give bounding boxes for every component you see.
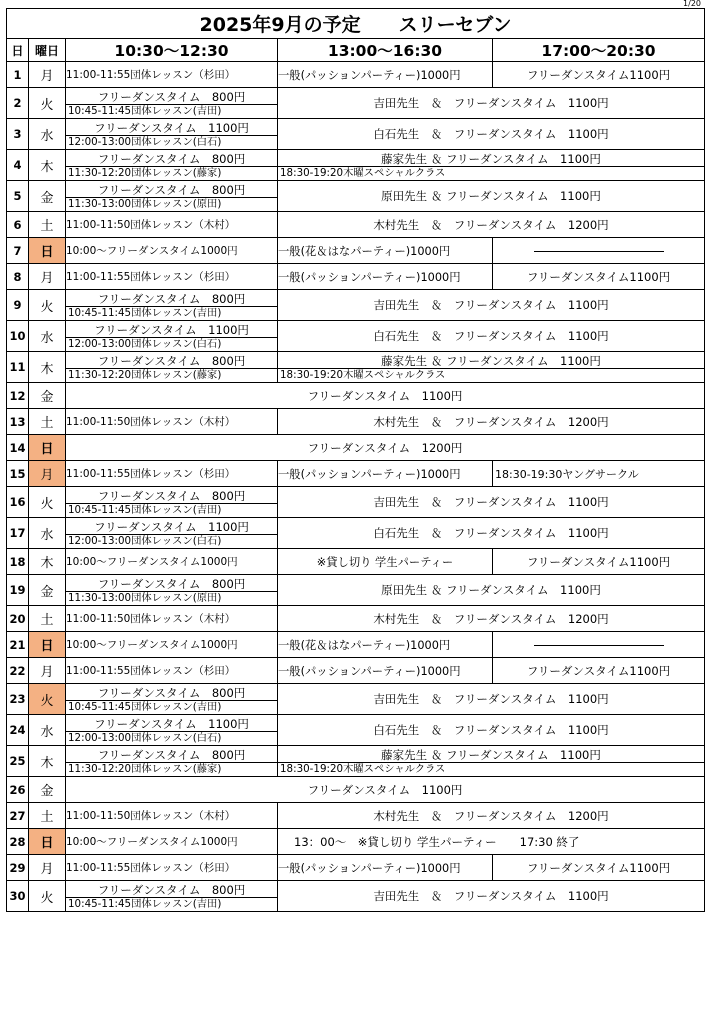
- schedule-row: [7, 238, 705, 264]
- morning-event: 11:00-11:50団体レッスン（木村）: [66, 803, 278, 829]
- schedule-row: [7, 658, 705, 684]
- afternoon-event: 一般(花＆はなパーティー)1000円: [278, 632, 493, 658]
- afternoon-event: 一般(パッションパーティー)1000円: [278, 461, 493, 487]
- afternoon-evening-event: 白石先生 ＆ フリーダンスタイム 1100円: [278, 518, 705, 549]
- evening-event: [493, 632, 705, 658]
- morning-event: [66, 881, 278, 912]
- afternoon-event: 一般(パッションパーティー)1000円: [278, 264, 493, 290]
- afternoon-evening-event: 白石先生 ＆ フリーダンスタイム 1100円: [278, 119, 705, 150]
- day-number: 19: [7, 575, 29, 606]
- morning-event: 11:00-11:50団体レッスン（木村）: [66, 212, 278, 238]
- day-number: 12: [7, 383, 29, 409]
- morning-event-sub: 12:00-13:00団体レッスン(白石): [66, 534, 277, 548]
- day-number: 18: [7, 549, 29, 575]
- morning-event-main: フリーダンスタイム 1100円: [94, 520, 249, 534]
- day-number: 3: [7, 119, 29, 150]
- schedule-row: [7, 829, 705, 855]
- schedule-row: [7, 383, 705, 409]
- page-title: 2025年9月の予定 スリーセブン: [7, 9, 705, 39]
- schedule-row: [7, 409, 705, 435]
- day-number: 24: [7, 715, 29, 746]
- afternoon-evening-event-main: 藤家先生 ＆ フリーダンスタイム 1100円: [381, 354, 601, 368]
- weekday-cell: 土: [29, 212, 66, 238]
- schedule-row: [7, 264, 705, 290]
- full-day-event: フリーダンスタイム 1100円: [66, 383, 705, 409]
- weekday-cell: 月: [29, 658, 66, 684]
- morning-event-main: フリーダンスタイム 1100円: [94, 121, 249, 135]
- day-number: 23: [7, 684, 29, 715]
- morning-event: [66, 518, 278, 549]
- schedule-row: [7, 746, 705, 777]
- day-number: 22: [7, 658, 29, 684]
- weekday-cell: 水: [29, 119, 66, 150]
- morning-event: 10:00〜フリーダンスタイム1000円: [66, 549, 278, 575]
- header-weekday: 曜日: [29, 39, 66, 62]
- weekday-cell: 火: [29, 290, 66, 321]
- morning-event: 11:00-11:55団体レッスン（杉田）: [66, 658, 278, 684]
- day-number: 16: [7, 487, 29, 518]
- morning-event-sub: 11:30-12:20団体レッスン(藤家): [66, 762, 277, 776]
- schedule-row: [7, 352, 705, 383]
- day-number: 15: [7, 461, 29, 487]
- morning-event-main: フリーダンスタイム 800円: [97, 489, 246, 503]
- morning-event-main: フリーダンスタイム 800円: [97, 90, 246, 104]
- afternoon-evening-event-sub: 18:30-19:20木曜スペシャルクラス: [278, 762, 704, 776]
- evening-event: フリーダンスタイム1100円: [493, 855, 705, 881]
- no-event-dash: [534, 645, 664, 646]
- morning-event-main: フリーダンスタイム 800円: [97, 354, 246, 368]
- afternoon-evening-event: 原田先生 ＆ フリーダンスタイム 1100円: [278, 575, 705, 606]
- evening-event: フリーダンスタイム1100円: [493, 62, 705, 88]
- schedule-row: [7, 212, 705, 238]
- morning-event-main: フリーダンスタイム 800円: [97, 292, 246, 306]
- weekday-cell: 月: [29, 264, 66, 290]
- morning-event-sub: 12:00-13:00団体レッスン(白石): [66, 337, 277, 351]
- afternoon-evening-event: [278, 150, 705, 181]
- full-day-event: フリーダンスタイム 1200円: [66, 435, 705, 461]
- morning-event-sub: 12:00-13:00団体レッスン(白石): [66, 135, 277, 149]
- schedule-row: [7, 119, 705, 150]
- afternoon-evening-event-sub: 18:30-19:20木曜スペシャルクラス: [278, 166, 704, 180]
- day-number: 9: [7, 290, 29, 321]
- schedule-row: [7, 684, 705, 715]
- afternoon-evening-event: 木村先生 ＆ フリーダンスタイム 1200円: [278, 212, 705, 238]
- afternoon-evening-event-main: 藤家先生 ＆ フリーダンスタイム 1100円: [381, 748, 601, 762]
- afternoon-evening-event: 木村先生 ＆ フリーダンスタイム 1200円: [278, 409, 705, 435]
- weekday-cell: 日: [29, 435, 66, 461]
- weekday-cell: 金: [29, 383, 66, 409]
- afternoon-event: ※貸し切り 学生パーティー: [278, 549, 493, 575]
- full-day-event: フリーダンスタイム 1100円: [66, 777, 705, 803]
- afternoon-event: 一般(パッションパーティー)1000円: [278, 62, 493, 88]
- title-row: [7, 9, 705, 39]
- afternoon-evening-event: [278, 746, 705, 777]
- afternoon-evening-event: 白石先生 ＆ フリーダンスタイム 1100円: [278, 321, 705, 352]
- morning-event: 10:00〜フリーダンスタイム1000円: [66, 829, 278, 855]
- schedule-row: [7, 62, 705, 88]
- header-afternoon: 13:00〜16:30: [278, 39, 493, 62]
- morning-event-main: フリーダンスタイム 800円: [97, 686, 246, 700]
- day-number: 8: [7, 264, 29, 290]
- morning-event-sub: 11:30-12:20団体レッスン(藤家): [66, 166, 277, 180]
- morning-event: 11:00-11:50団体レッスン（木村）: [66, 606, 278, 632]
- weekday-cell: 月: [29, 855, 66, 881]
- evening-event: [493, 238, 705, 264]
- day-number: 26: [7, 777, 29, 803]
- day-number: 28: [7, 829, 29, 855]
- schedule-row: [7, 715, 705, 746]
- schedule-row: [7, 575, 705, 606]
- schedule-row: [7, 549, 705, 575]
- afternoon-evening-event: [278, 352, 705, 383]
- day-number: 4: [7, 150, 29, 181]
- weekday-cell: 月: [29, 62, 66, 88]
- afternoon-evening-event: 吉田先生 ＆ フリーダンスタイム 1100円: [278, 88, 705, 119]
- schedule-table: [6, 8, 705, 912]
- evening-event: フリーダンスタイム1100円: [493, 549, 705, 575]
- no-event-dash: [534, 251, 664, 252]
- day-number: 25: [7, 746, 29, 777]
- schedule-row: [7, 632, 705, 658]
- morning-event-sub: 10:45-11:45団体レッスン(吉田): [66, 700, 277, 714]
- morning-event: [66, 746, 278, 777]
- schedule-row: [7, 150, 705, 181]
- morning-event: 11:00-11:55団体レッスン（杉田）: [66, 62, 278, 88]
- afternoon-evening-event: 吉田先生 ＆ フリーダンスタイム 1100円: [278, 487, 705, 518]
- afternoon-event: 一般(パッションパーティー)1000円: [278, 855, 493, 881]
- weekday-cell: 土: [29, 803, 66, 829]
- weekday-cell: 火: [29, 88, 66, 119]
- morning-event-sub: 12:00-13:00団体レッスン(白石): [66, 731, 277, 745]
- weekday-cell: 金: [29, 181, 66, 212]
- morning-event-sub: 11:30-12:20団体レッスン(藤家): [66, 368, 277, 382]
- morning-event: 11:00-11:55団体レッスン（杉田）: [66, 855, 278, 881]
- morning-event-main: フリーダンスタイム 800円: [97, 152, 246, 166]
- morning-event-sub: 10:45-11:45団体レッスン(吉田): [66, 897, 277, 911]
- weekday-cell: 日: [29, 632, 66, 658]
- schedule-row: [7, 855, 705, 881]
- morning-event-sub: 10:45-11:45団体レッスン(吉田): [66, 306, 277, 320]
- day-number: 1: [7, 62, 29, 88]
- morning-event: 10:00〜フリーダンスタイム1000円: [66, 238, 278, 264]
- evening-event: フリーダンスタイム1100円: [493, 658, 705, 684]
- day-number: 10: [7, 321, 29, 352]
- weekday-cell: 土: [29, 606, 66, 632]
- morning-event: [66, 684, 278, 715]
- afternoon-evening-event: 木村先生 ＆ フリーダンスタイム 1200円: [278, 606, 705, 632]
- schedule-row: [7, 606, 705, 632]
- day-number: 7: [7, 238, 29, 264]
- weekday-cell: 日: [29, 238, 66, 264]
- afternoon-event: 一般(パッションパーティー)1000円: [278, 658, 493, 684]
- weekday-cell: 火: [29, 881, 66, 912]
- afternoon-evening-event: 吉田先生 ＆ フリーダンスタイム 1100円: [278, 290, 705, 321]
- day-number: 21: [7, 632, 29, 658]
- schedule-row: [7, 881, 705, 912]
- afternoon-evening-event-sub: 18:30-19:20木曜スペシャルクラス: [278, 368, 704, 382]
- morning-event: [66, 715, 278, 746]
- afternoon-evening-event: 白石先生 ＆ フリーダンスタイム 1100円: [278, 715, 705, 746]
- header-evening: 17:00〜20:30: [493, 39, 705, 62]
- weekday-cell: 金: [29, 575, 66, 606]
- weekday-cell: 水: [29, 321, 66, 352]
- weekday-cell: 水: [29, 518, 66, 549]
- morning-event: [66, 88, 278, 119]
- morning-event: [66, 119, 278, 150]
- morning-event: 11:00-11:50団体レッスン（木村）: [66, 409, 278, 435]
- schedule-row: [7, 518, 705, 549]
- morning-event: [66, 575, 278, 606]
- day-number: 17: [7, 518, 29, 549]
- afternoon-evening-event-main: 藤家先生 ＆ フリーダンスタイム 1100円: [381, 152, 601, 166]
- schedule-row: [7, 777, 705, 803]
- header-row: [7, 39, 705, 62]
- morning-event-sub: 11:30-13:00団体レッスン(原田): [66, 197, 277, 211]
- morning-event-main: フリーダンスタイム 800円: [97, 748, 246, 762]
- weekday-cell: 水: [29, 715, 66, 746]
- afternoon-evening-event: 吉田先生 ＆ フリーダンスタイム 1100円: [278, 684, 705, 715]
- morning-event: [66, 352, 278, 383]
- weekday-cell: 土: [29, 409, 66, 435]
- weekday-cell: 月: [29, 461, 66, 487]
- header-morning: 10:30〜12:30: [66, 39, 278, 62]
- schedule-row: [7, 435, 705, 461]
- day-number: 11: [7, 352, 29, 383]
- page-number: 1/20: [683, 0, 701, 8]
- morning-event-main: フリーダンスタイム 1100円: [94, 717, 249, 731]
- morning-event: [66, 150, 278, 181]
- day-number: 14: [7, 435, 29, 461]
- day-number: 2: [7, 88, 29, 119]
- morning-event-sub: 10:45-11:45団体レッスン(吉田): [66, 503, 277, 517]
- weekday-cell: 金: [29, 777, 66, 803]
- schedule-row: [7, 461, 705, 487]
- morning-event-sub: 11:30-13:00団体レッスン(原田): [66, 591, 277, 605]
- day-number: 30: [7, 881, 29, 912]
- schedule-row: [7, 321, 705, 352]
- afternoon-event: 一般(花＆はなパーティー)1000円: [278, 238, 493, 264]
- morning-event: [66, 181, 278, 212]
- morning-event: [66, 487, 278, 518]
- morning-event-main: フリーダンスタイム 800円: [97, 883, 246, 897]
- header-day: 日: [7, 39, 29, 62]
- weekday-cell: 木: [29, 746, 66, 777]
- morning-event-sub: 10:45-11:45団体レッスン(吉田): [66, 104, 277, 118]
- day-number: 6: [7, 212, 29, 238]
- weekday-cell: 火: [29, 684, 66, 715]
- morning-event: [66, 321, 278, 352]
- afternoon-evening-event: 13：00〜 ※貸し切り 学生パーティー 17:30 終了: [278, 829, 705, 855]
- morning-event-main: フリーダンスタイム 1100円: [94, 323, 249, 337]
- schedule-row: [7, 803, 705, 829]
- morning-event: [66, 290, 278, 321]
- day-number: 5: [7, 181, 29, 212]
- day-number: 20: [7, 606, 29, 632]
- afternoon-evening-event: 木村先生 ＆ フリーダンスタイム 1200円: [278, 803, 705, 829]
- afternoon-evening-event: 原田先生 ＆ フリーダンスタイム 1100円: [278, 181, 705, 212]
- morning-event: 10:00〜フリーダンスタイム1000円: [66, 632, 278, 658]
- schedule-row: [7, 88, 705, 119]
- day-number: 29: [7, 855, 29, 881]
- day-number: 13: [7, 409, 29, 435]
- evening-event: 18:30-19:30ヤングサークル: [493, 461, 705, 487]
- weekday-cell: 日: [29, 829, 66, 855]
- weekday-cell: 木: [29, 549, 66, 575]
- weekday-cell: 木: [29, 150, 66, 181]
- morning-event-main: フリーダンスタイム 800円: [97, 577, 246, 591]
- morning-event: 11:00-11:55団体レッスン（杉田）: [66, 461, 278, 487]
- morning-event-main: フリーダンスタイム 800円: [97, 183, 246, 197]
- afternoon-evening-event: 吉田先生 ＆ フリーダンスタイム 1100円: [278, 881, 705, 912]
- schedule-row: [7, 487, 705, 518]
- schedule-row: [7, 181, 705, 212]
- schedule-row: [7, 290, 705, 321]
- weekday-cell: 火: [29, 487, 66, 518]
- morning-event: 11:00-11:55団体レッスン（杉田）: [66, 264, 278, 290]
- weekday-cell: 木: [29, 352, 66, 383]
- evening-event: フリーダンスタイム1100円: [493, 264, 705, 290]
- day-number: 27: [7, 803, 29, 829]
